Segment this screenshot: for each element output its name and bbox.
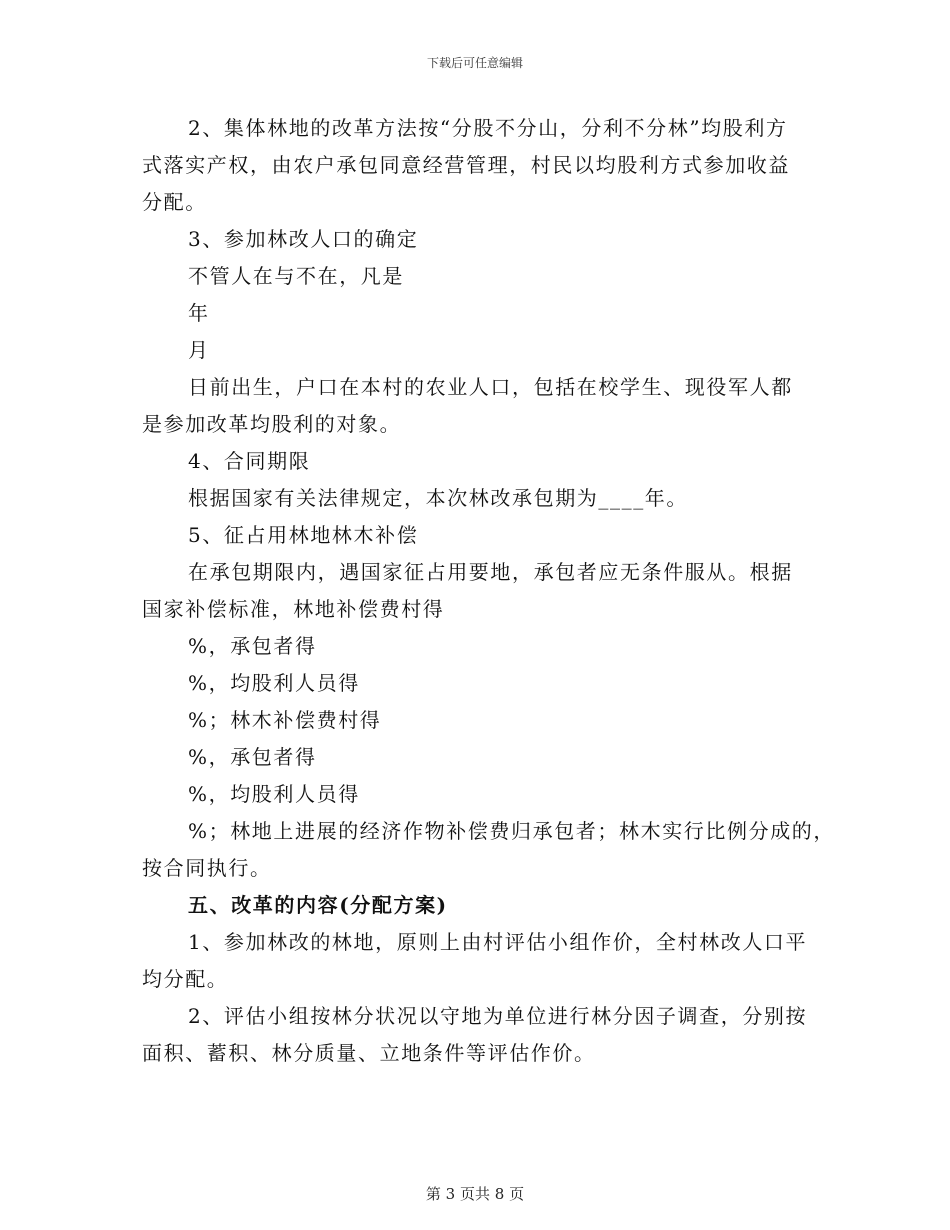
paragraph-line: 3、参加林改人口的确定 (188, 227, 419, 251)
paragraph-line: %，均股利人员得 (188, 671, 360, 695)
page-footer: 第 3 页共 8 页 (425, 1185, 525, 1203)
paragraph-line: %，承包者得 (188, 634, 317, 658)
section-heading: 五、改革的内容(分配方案) (188, 893, 448, 917)
paragraph-line: 1、参加林改的林地，原则上由村评估小组作价，全村林改人口平 (188, 930, 808, 954)
paragraph-line: 年 (188, 301, 210, 325)
paragraph-line: 2、评估小组按林分状况以守地为单位进行林分因子调查，分别按 (188, 1004, 808, 1028)
paragraph-line: 在承包期限内，遇国家征占用要地，承包者应无条件服从。根据 (188, 560, 793, 584)
paragraph-line: 按合同执行。 (142, 856, 272, 880)
paragraph-line: 不管人在与不在，凡是 (188, 264, 404, 288)
paragraph-line: %；林木补偿费村得 (188, 708, 382, 732)
header-note: 下载后可任意编辑 (426, 56, 523, 70)
paragraph-line: %，均股利人员得 (188, 782, 360, 806)
paragraph-line: 面积、蓄积、林分质量、立地条件等评估作价。 (142, 1041, 596, 1065)
paragraph-line: 5、征占用林地林木补偿 (188, 523, 419, 547)
paragraph-line: 国家补偿标准，林地补偿费村得 (142, 597, 445, 621)
paragraph-line: 2、集体林地的改革方法按“分股不分山，分利不分林”均股利方 (188, 116, 788, 140)
paragraph-line: 是参加改革均股利的对象。 (142, 412, 402, 436)
paragraph-line: 月 (188, 338, 210, 362)
paragraph-line: 4、合同期限 (188, 449, 311, 473)
paragraph-line: 式落实产权，由农户承包同意经营管理，村民以均股利方式参加收益 (142, 153, 790, 177)
paragraph-line: %；林地上进展的经济作物补偿费归承包者；林木实行比例分成的， (188, 819, 836, 843)
paragraph-line: 日前出生，户口在本村的农业人口，包括在校学生、现役军人都 (188, 375, 793, 399)
paragraph-line: 根据国家有关法律规定，本次林改承包期为____年。 (188, 486, 688, 510)
paragraph-line: %，承包者得 (188, 745, 317, 769)
document-body (142, 110, 836, 1072)
paragraph-line: 分配。 (142, 190, 207, 214)
paragraph-line: 均分配。 (142, 967, 229, 991)
